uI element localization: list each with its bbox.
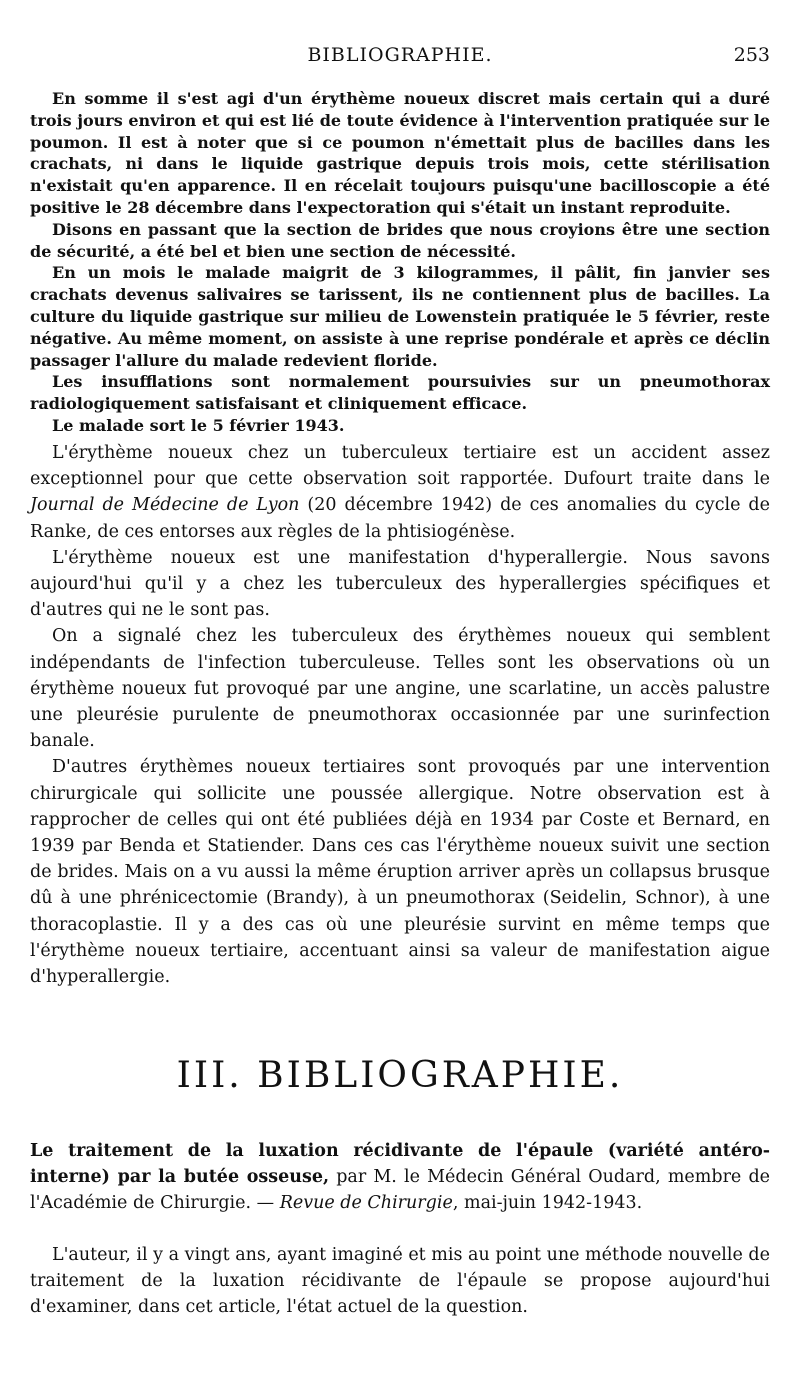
author-name: Schnor xyxy=(635,888,699,909)
observation-paragraph: Disons en passant que la section de brides que nous croyions être une section de sécurité, a été bel et bien une section de nécessité. xyxy=(30,219,770,261)
text-run: . Dans ces cas l'érythème noueux suivit une section de brides. Mais on a vu aussi la même éruption arriver après un collapsus brusque dû à une phrénicectomie ( xyxy=(30,836,771,909)
journal-title: Revue de Chirurgie xyxy=(279,1193,453,1213)
abstract-paragraph: L'auteur, il y a vingt ans, ayant imaginé et mis au point une méthode nouvelle de traitement de la luxation récidivante de l'épaule se propose aujourd'hui d'examiner, dans cet article, l'état actuel de la question. xyxy=(30,1245,770,1317)
page-number: 253 xyxy=(733,44,770,66)
discussion-paragraph: On a signalé chez les tuberculeux des érythèmes noueux qui semblent indépendants de l'infection tuberculeuse. Telles sont les observations où un érythème noueux fut provoqué par une angine, une scarlatine, un accès palustre une pleurésie purulente de pneumothorax occasionnée par une surinfection banale. xyxy=(30,626,770,752)
observation-section xyxy=(30,88,770,437)
discussion-section xyxy=(30,440,770,990)
section-title: III. BIBLIOGRAPHIE. xyxy=(176,1055,624,1096)
text-run: D'autres érythèmes noueux tertiaires sont provoqués par une intervention chirurgicale qui sollicite une poussée allergique. Notre observation est à rapprocher de celles qui ont été publiées déjà en 1934 par xyxy=(30,757,770,830)
journal-title: Journal de Médecine de Lyon xyxy=(30,495,300,516)
observation-paragraph: En somme il s'est agi d'un érythème noueux discret mais certain qui a duré trois jours environ et qui est lié de toute évidence à l'intervention pratiquée sur le poumon. Il est à noter que si ce poumon n'émettait plus de bacilles dans les crachats, ni dans le liquide gastrique depuis trois mois, cette stérilisation n'existait qu'en apparence. Il en récelait toujours puisqu'une bacilloscopie a été positive le 28 décembre dans l'expectoration qui s'était un instant reproduite. xyxy=(30,89,770,217)
observation-paragraph: En un mois le malade maigrit de 3 kilogrammes, il pâlit, fin janvier ses crachats devenus salivaires se tarissent, ils ne contiennent plus de bacilles. La culture du liquide gastrique sur milieu de Lowenstein pratiquée le 5 février, reste négative. Au même moment, on assiste à une reprise pondérale et après ce déclin passager l'allure du malade redevient floride. xyxy=(30,263,770,370)
text-run: , membre de l'Académie de Chirurgie. — xyxy=(30,1167,770,1213)
author-name: Bernard xyxy=(662,809,736,830)
author-name: Oudard xyxy=(588,1167,656,1187)
abstract-section xyxy=(30,1242,770,1320)
text-run: par M. le Médecin Général xyxy=(329,1167,589,1187)
observation-paragraph: Les insufflations sont normalement poursuivies sur un pneumothorax radiologiquement satisfaisant et cliniquement efficace. xyxy=(30,372,770,414)
text-run: traite dans le xyxy=(632,469,770,490)
entry-title: Le traitement de la luxation récidivante de l'épaule (variété antéro-interne) par la butée osseuse, xyxy=(30,1141,770,1187)
author-name: Statiender xyxy=(207,836,299,857)
running-title: BIBLIOGRAPHIE. xyxy=(307,44,493,66)
text-run: , xyxy=(621,888,636,909)
page-header xyxy=(0,44,800,74)
text-run: L'érythème noueux chez un tuberculeux tertiaire est un accident assez exceptionnel pour que cette observation soit rapportée. xyxy=(30,443,770,490)
text-run: ), à un pneumothorax ( xyxy=(336,888,550,909)
author-name: Dufourt xyxy=(563,469,633,490)
text-run: , en 1939 par xyxy=(30,809,770,857)
author-name: Benda xyxy=(119,836,176,857)
text-run: et xyxy=(175,836,208,857)
author-name: Coste xyxy=(579,809,630,830)
discussion-paragraph xyxy=(30,440,770,545)
text-run: (20 décembre 1942) de ces anomalies du cycle de Ranke, de ces entorses aux règles de la phtisiogénèse. xyxy=(30,495,770,542)
text-run: ), à une thoracoplastie. Il y a des cas où une pleurésie survint en même temps que l'érythème noueux tertiaire, accentuant ainsi sa valeur de manifestation aigue d'hyperallergie. xyxy=(30,888,770,988)
bibliography-entry xyxy=(30,1138,770,1216)
observation-paragraph: Le malade sort le 5 février 1943. xyxy=(52,415,345,435)
text-run: et xyxy=(629,809,663,830)
entry-date: , mai-juin 1942-1943. xyxy=(452,1193,643,1213)
discussion-paragraph xyxy=(30,754,770,990)
entry-citation xyxy=(30,1138,770,1216)
discussion-paragraph: L'érythème noueux est une manifestation d'hyperallergie. Nous savons aujourd'hui qu'il y a chez les tuberculeux des hyperallergies spécifiques et d'autres qui ne le sont pas. xyxy=(30,547,770,621)
author-name: Seidelin xyxy=(549,888,622,909)
author-name: Brandy xyxy=(272,888,337,909)
